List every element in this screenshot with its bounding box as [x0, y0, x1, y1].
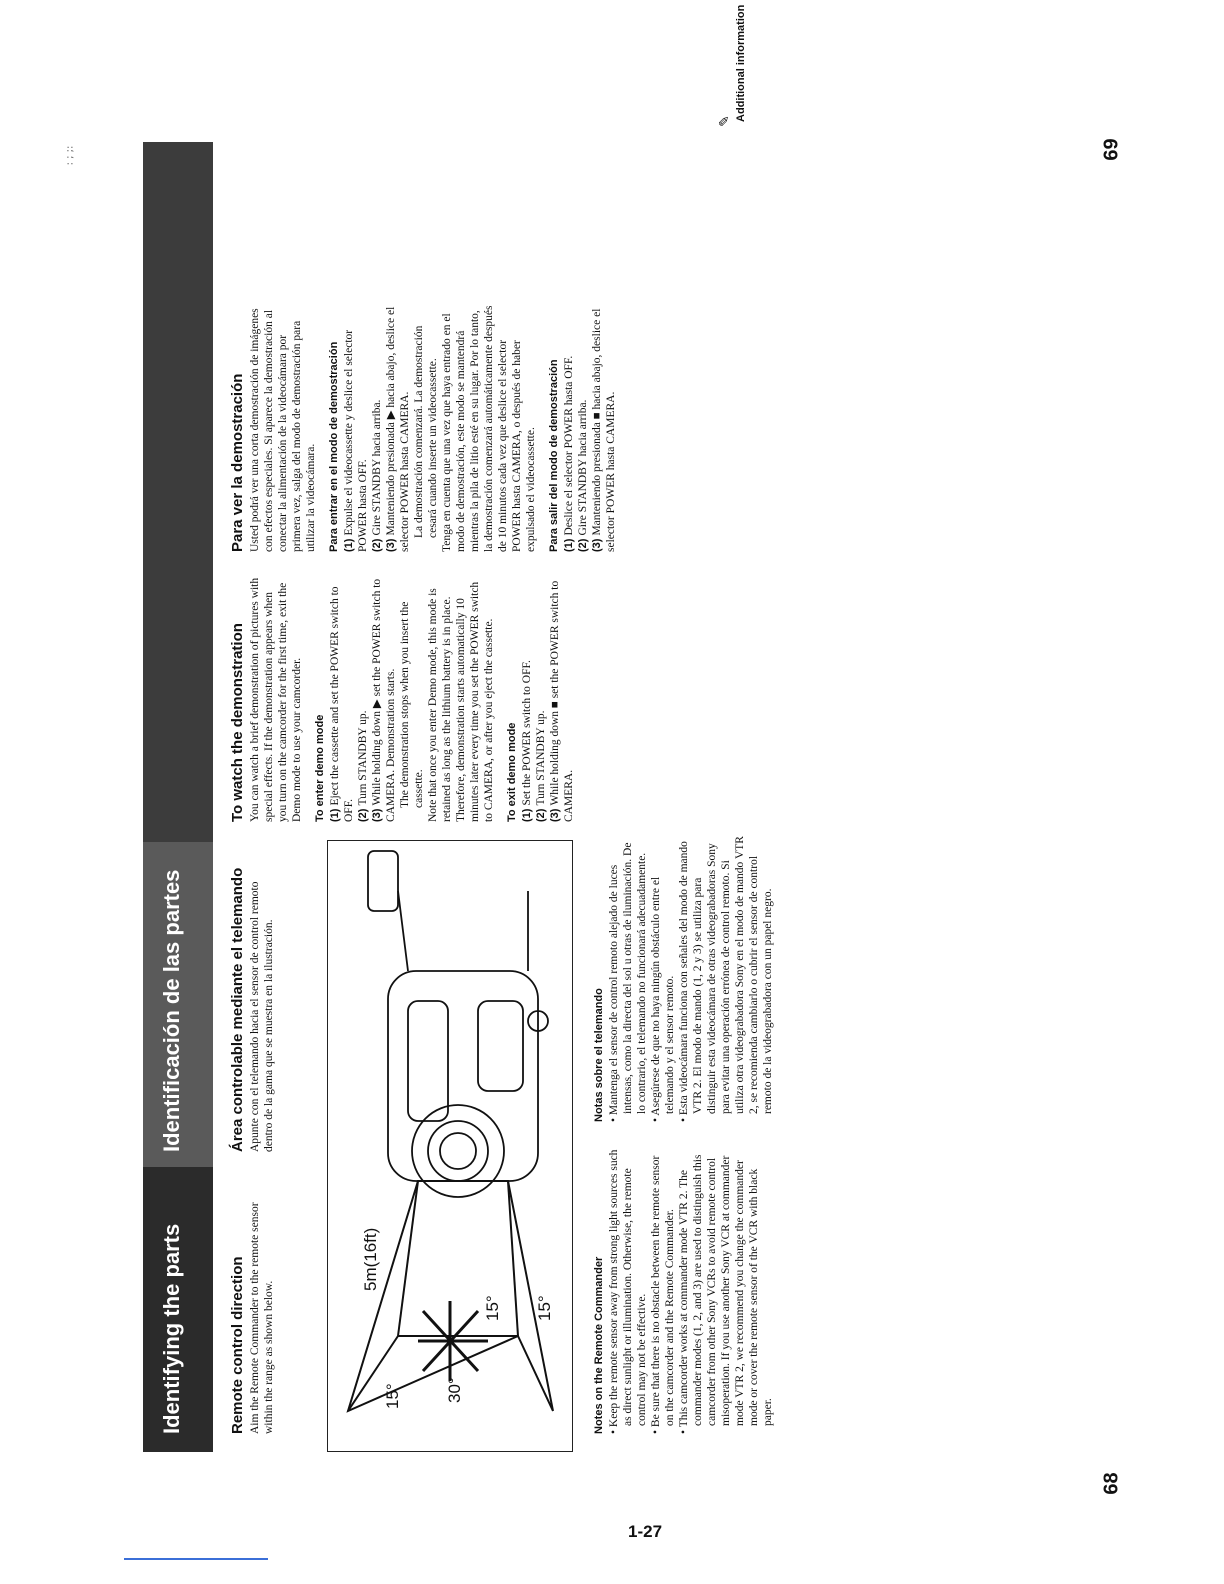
footer-rule	[124, 1558, 268, 1560]
demo-enter-step-en-2: (2)Turn STANDBY up.	[357, 710, 369, 822]
remote-direction-en	[229, 1174, 276, 1434]
label-15-a: 15°	[383, 1383, 402, 1409]
demo-enter-heading-en: To enter demo mode	[314, 714, 326, 822]
demo-enter-note2-en: Note that once you enter Demo mode, this mode is retained as long as the lithium battery is in place. Therefore, demonstration starts automatically 10 minutes later every time you set the POWER switch to CAMERA, or after you eject the cassette.	[427, 581, 495, 822]
demo-heading-en: To watch the demonstration	[229, 623, 246, 822]
note-es-2: • Asegúrese de que no haya ningún obstáculo entre el telemando y el sensor remoto.	[650, 876, 676, 1122]
label-15-b: 15°	[483, 1295, 502, 1321]
demo-exit-heading-es: Para salir del modo de demostración	[548, 359, 560, 552]
demo-intro-es: Usted podrá ver una corta demostración de imágenes con efectos especiales. Si aparece la demostración al conectar la alimentación de la videocámara por primera vez, salga del modo de demostración para utilizar la videocámara.	[249, 308, 317, 552]
demo-exit-step-es-2: (2)Gire STANDBY hacia arriba.	[577, 399, 589, 552]
remote-body-es: Apunte con el telemando hacia el sensor de control remoto dentro de la gama que se muestra en la ilustración.	[249, 881, 275, 1152]
demo-enter-step-es-1: (1)Expulse el videocassette y deslice el selector POWER hasta OFF.	[343, 329, 369, 552]
page-number-left: 68	[1100, 1472, 1123, 1495]
camcorder-drawing	[368, 851, 548, 1197]
page-footer-number: 1-27	[628, 1522, 663, 1541]
additional-info-icon: ✎	[718, 115, 733, 127]
demo-enter-step-en-3: (3)While holding down ▶ set the POWER switch to CAMERA. Demonstration starts.	[371, 578, 397, 822]
header-title-es: Identificación de las partes	[159, 869, 184, 1152]
demo-exit-step-en-3: (3)While holding down ■ set the POWER switch to CAMERA.	[549, 580, 575, 822]
label-15-c: 15°	[535, 1295, 554, 1321]
section-tags	[735, 0, 747, 122]
demo-enter-note2-es: Tenga en cuenta que una vez que haya entrado en el modo de demostración, este modo se mantendrá mientras la pila de litio esté en su lugar. Por lo tanto, la demostración comenzará automáticamente después de 10 minutos cada vez que deslice el selector POWER hasta CAMERA, o después de haber expulsado el videocassette.	[441, 305, 537, 552]
note-en-1: • Keep the remote sensor away from strong light sources such as direct sunlight or illumination. Otherwise, the remote control may not be effective.	[608, 1149, 648, 1434]
remote-heading-en: Remote control direction	[229, 1256, 246, 1434]
remote-body-en: Aim the Remote Commander to the remote sensor within the range as shown below.	[249, 1202, 275, 1434]
notes-heading-es: Notas sobre el telemando	[593, 988, 605, 1122]
demo-enter-step-es-2: (2)Gire STANDBY hacia arriba.	[371, 399, 383, 552]
note-es-3: • Esta videocámara funciona con señales del modo de mando VTR 2. El modo de mando (1, 2 y 3) se utiliza para distinguir esta videocámara de otras videograbadoras Sony para evitar una operación errónea de control remoto. Si utiliza otra videograbadora Sony en el modo de mando VTR 2, se recomienda cambiarlo o cubrir el sensor de control remoto de la videograbadora con un papel negro.	[678, 836, 774, 1122]
scan-marks: : ; ;:	[64, 145, 76, 166]
rotated-page-content	[143, 4, 774, 1452]
demo-enter-step-en-1: (1)Eject the cassette and set the POWER switch to OFF.	[329, 586, 355, 822]
demo-enter-heading-es: Para entrar en el modo de demostración	[328, 341, 340, 552]
section-tag-en: Additional information	[735, 4, 747, 122]
demo-exit-step-en-1: (1)Set the POWER switch to OFF.	[521, 660, 533, 822]
demo-exit-heading-en: To exit demo mode	[506, 722, 518, 822]
header-bar	[143, 142, 213, 1452]
page-number-right: 69	[1100, 138, 1123, 161]
demo-enter-step-es-3: (3)Manteniendo presionada ▶ hacia abajo, deslice el selector POWER hasta CAMERA.	[385, 306, 411, 552]
demo-exit-step-es-3: (3)Manteniendo presionada ■ hacia abajo, deslice el selector POWER hasta CAMERA.	[591, 308, 617, 552]
notes-heading-en: Notes on the Remote Commander	[593, 1256, 605, 1434]
demo-intro-en: You can watch a brief demonstration of pictures with special effects. If the demonstration appears when you turn on the camcorder for the first time, exit the Demo mode to use your camcorder.	[249, 577, 303, 822]
demo-exit-step-en-2: (2)Turn STANDBY up.	[535, 710, 547, 822]
remote-heading-es: Área controlable mediante el telemando	[229, 867, 246, 1152]
header-title-en: Identifying the parts	[159, 1223, 184, 1434]
note-en-2: • Be sure that there is no obstacle between the remote sensor on the camcorder and the Remote Commander.	[650, 1155, 676, 1434]
label-distance: 5m(16ft)	[361, 1227, 380, 1291]
remote-range-illustration	[328, 841, 572, 1451]
note-es-1: • Mantenga el sensor de control remoto alejado de luces intensas, como la directa del sol u otras de iluminación. De lo contrario, el telemando no funcionará adecuadamente.	[608, 842, 648, 1122]
demo-enter-note1-en: The demonstration stops when you insert the cassette.	[399, 601, 425, 808]
notes-remote-en	[583, 1144, 775, 1434]
remote-direction-es	[229, 852, 276, 1152]
remote-range-diagram	[327, 840, 573, 1452]
label-30: 30°	[445, 1377, 464, 1403]
demo-enter-note1-es: La demostración comenzará. La demostración cesará cuando inserte un videocassette.	[413, 325, 439, 538]
note-en-3: • This camcorder works at commander mode VTR 2. The commander modes (1, 2, and 3) are used to distinguish this camcorder from other Sony VCRs to avoid remote control misoperation. If you use another Sony VCR at commander mode VTR 2, we recommend you change the commander mode or cover the remote sensor of the VCR with black paper.	[678, 1154, 774, 1434]
notes-remote-es	[583, 832, 775, 1122]
demo-exit-step-es-1: (1)Deslice el selector POWER hasta OFF.	[563, 355, 575, 552]
demo-section-es	[229, 302, 618, 552]
demo-heading-es: Para ver la demostración	[229, 373, 246, 552]
demo-section-en	[229, 572, 576, 822]
